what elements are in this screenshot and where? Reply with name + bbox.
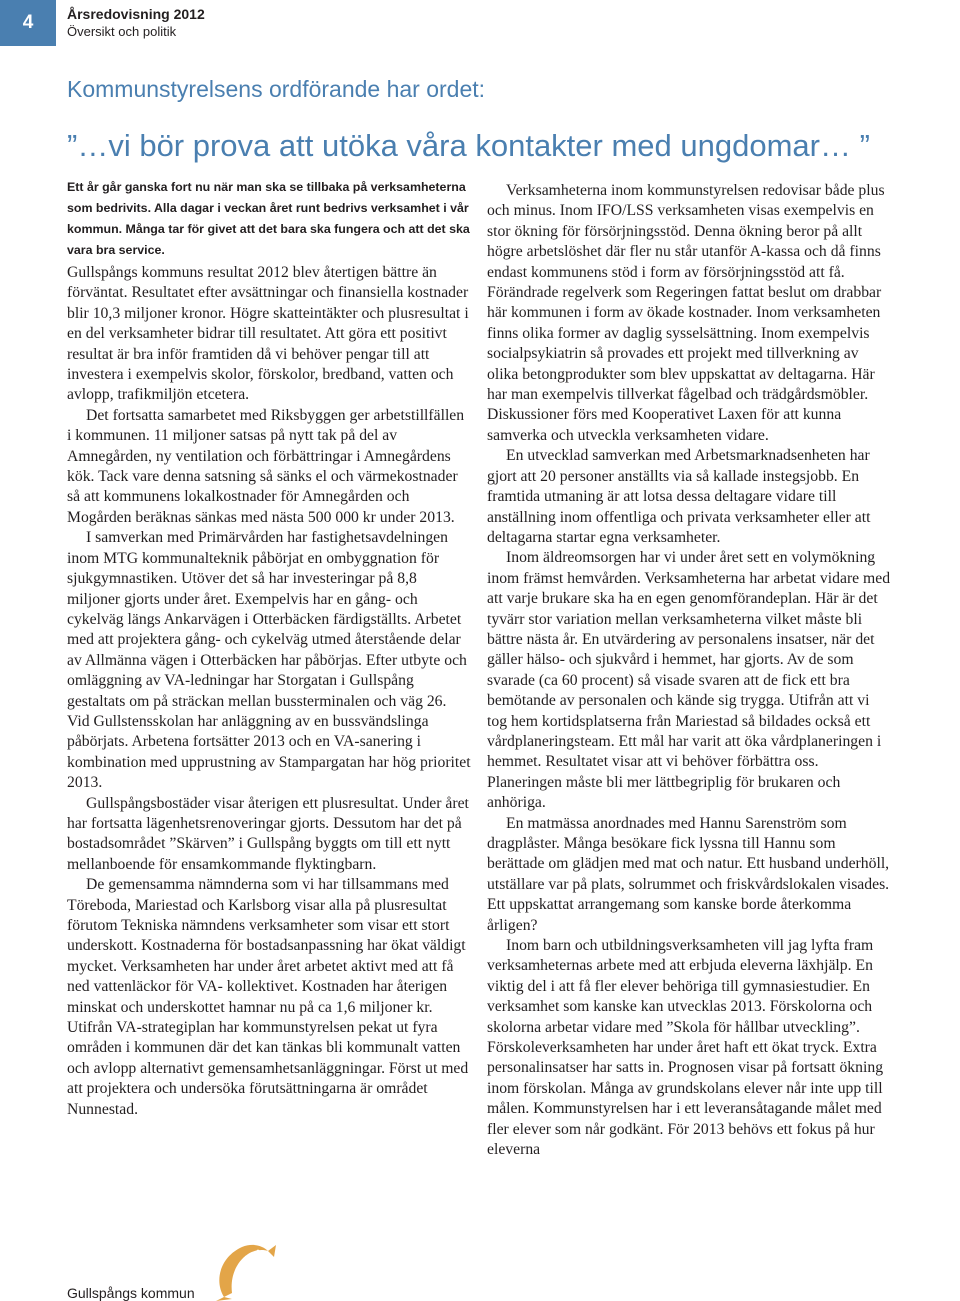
body-paragraph: En matmässa anordnades med Hannu Sarenström som dragplåster. Många besökare fick lyssna till Hannu som berättade om glädjen med mat och natur. Ett husband underhöll, utställare var på plats, solrummet och friskvårdslokalen visades. Ett uppskattat arrangemang som kanske borde återkomma årligen? (487, 814, 890, 934)
body-paragraph: En utvecklad samverkan med Arbetsmarknadsenheten har gjort att 20 personer anställts via så kallade instegsjobb. En framtida utmaning är att lotsa dessa deltagare vidare till anställning inom offentliga och privata verksamheter eller att deltagarna startar egna verksamheter. (487, 447, 871, 546)
running-header (67, 6, 205, 40)
body-paragraph: Verksamheterna inom kommunstyrelsen redovisar både plus och minus. Inom IFO/LSS verksamheten visas exempelvis en stor ökning för försörjningsstöd. Denna ökning beror på allt högre arbetslöshet där fler nu står utanför A-kassa och då finns endast kommunens stöd i form av försörjningsstöd att få. Förändrade regelverk som Regeringen fattat beslut om drabbar här kommunen i form av ökade kostnader. Inom verksamheten finns olika former av daglig sysselsättning. Inom exempelvis socialpsykiatrin så provades ett projekt med tillverkning av olika betongprodukter som blev uppskattat av deltagarna. Här har man exempelvis tillverkat fågelbad och trädgårdsmöbler. Diskussioner förs med Kooperativet Laxen för att kunna samverka och utveckla verksamheten vidare. (487, 182, 885, 444)
report-title: Årsredovisning 2012 (67, 6, 205, 22)
body-paragraph: Gullspångs kommuns resultat 2012 blev återtigen bättre än förväntat. Resultatet efter avsättningar och finansiella kostnader blir 10,3 miljoner kronor. Högre skatteintäkter och plusresultat i en del verksamheter bidrar till resultatet. Att göra ett positivt resultat är bra inför framtiden då vi behöver pengar till att investera i exempelvis skolor, förskolor, bredband, vatten och avlopp, trafikmiljön etcetera. (67, 264, 469, 404)
body-paragraph: De gemensamma nämnderna som vi har tillsammans med Töreboda, Mariestad och Karlsborg visar alla på plusresultat förutom Tekniska nämndens verksamheter som visar ett stort underskott. Kostnaderna för bostadsanpassning har ökat väldigt mycket. Verksamheten har under året arbetet aktivt med att få ned vattenläckor för VA- kollektivet. Kostnaden har återigen minskat och underskottet hamnar nu på ca 1,6 miljoner kr. Utifrån VA-strategiplan har kommunstyrelsen pekat ut fyra områden i kommunen där det kan tänkas bli kommunalt vatten och avlopp alternativt gemensamhetsanläggningar. Först ut med att projektera och undersöka förutsättningarna är området Nunnestad. (67, 876, 469, 1118)
body-paragraph: Gullspångsbostäder visar återigen ett plusresultat. Under året har fortsatta lägenhetsrenoveringar gjorts. Dessutom har det på bostadsområdet ”Skärven” i Gullspång byggts om till ett nytt mellanboende för ensamkommande flyktingbarn. (67, 794, 469, 873)
headline-quote: ”…vi bör prova att utöka våra kontakter med ungdomar… ” (67, 128, 870, 163)
body-paragraph: Inom barn och utbildningsverksamheten vill jag lyfta fram verksamheternas arbete med att erbjuda eleverna läxhjälp. En viktig del i att få fler elever behöriga till gymnasiestudier. En verksamhet som kanske kan utvecklas 2013. Förskolorna och skolorna arbetar vidare med ”Skola för hållbar utveckling”. Förskoleverksamheten har under året haft ett ökat tryck. Extra personalinsatser har satts in. Prognosen visar på fortsatt ökning inom förskolan. Många av grundskolans elever når inte upp till målen. Kommunstyrelsen har i ett leveransåtagande målet med fler elever som når godkänt. För 2013 behövs ett fokus på hur eleverna (487, 937, 884, 1159)
lead-paragraph: Ett år går ganska fort nu när man ska se tillbaka på verksamheterna som bedrivits. Alla dagar i veckan året runt bedrivs verksamhet i vår kommun. Många tar för givet att det bara ska fungera och att det ska vara bra service. (67, 180, 470, 257)
left-column (67, 177, 472, 1120)
report-subtitle: Översikt och politik (67, 24, 177, 39)
section-title: Kommunstyrelsens ordförande har ordet: (67, 76, 486, 102)
footer-municipality: Gullspångs kommun (67, 1285, 195, 1301)
body-paragraph: Det fortsatta samarbetet med Riksbyggen ger arbetstillfällen i kommunen. 11 miljoner satsas på nytt tak på del av Amnegården, ny ventilation och förbättringar i Amnegårdens kök. Tack vare denna satsning så sänks el och värmekostnader så att kommunens lokalkostnader för Amnegården och Mogården beräknas sänkas med nästa 500 000 kr under 2013. (67, 406, 465, 526)
salmon-fish-icon (206, 1237, 276, 1301)
right-column (487, 181, 892, 1161)
body-paragraph: I samverkan med Primärvården har fastighetsavdelningen inom MTG kommunalteknik påbörjat en ombyggnation för sjukgymnastiken. Utöver det så har investeringar på 8,8 miljoner gjorts under året. Exempelvis har en gång- och cykelväg längs Ankarvägen i Otterbäcken färdigställts. Arbetet med att projektera gång- och cykelväg utmed återstående delar av Allmänna vägen i Otterbäcken har påbörjas. Efter utbyte och omläggning av VA-ledningar har Storgatan i Gullspång gestaltats om på sträckan mellan bussterminalen och väg 26. Vid Gullstensskolan har anläggning av en bussvändslinga påbörjats. Arbetena fortsätter 2013 och en VA-sanering i kombination med upprustning av Stampargatan har hög prioritet 2013. (67, 529, 471, 792)
page-number: 4 (0, 0, 56, 46)
body-paragraph: Inom äldreomsorgen har vi under året sett en volymökning inom främst hemvården. Verksamheterna har arbetat vidare med att varje brukare ska ha en egen genomförandeplan. Här är det tyvärr stor variation mellan verksamheterna vilket måste bli bättre nästa år. En utvärdering av personalens insatser, när det gäller hälso- och sjukvård i hemmet, har gjorts. Av de som svarade (ca 60 procent) så visade svaren att de fick ett bra bemötande av personalen och kände sig trygga. Utifrån att vi tog hem kortidsplatserna från Mariestad så bildades också ett vårdplaneringsteam. Ett mål har varit att öka vårdplaneringen i hemmet. Resultatet visar att vi behöver förbättra oss. Planeringen måste bli mer lättbegriplig för brukaren och anhöriga. (487, 549, 891, 812)
